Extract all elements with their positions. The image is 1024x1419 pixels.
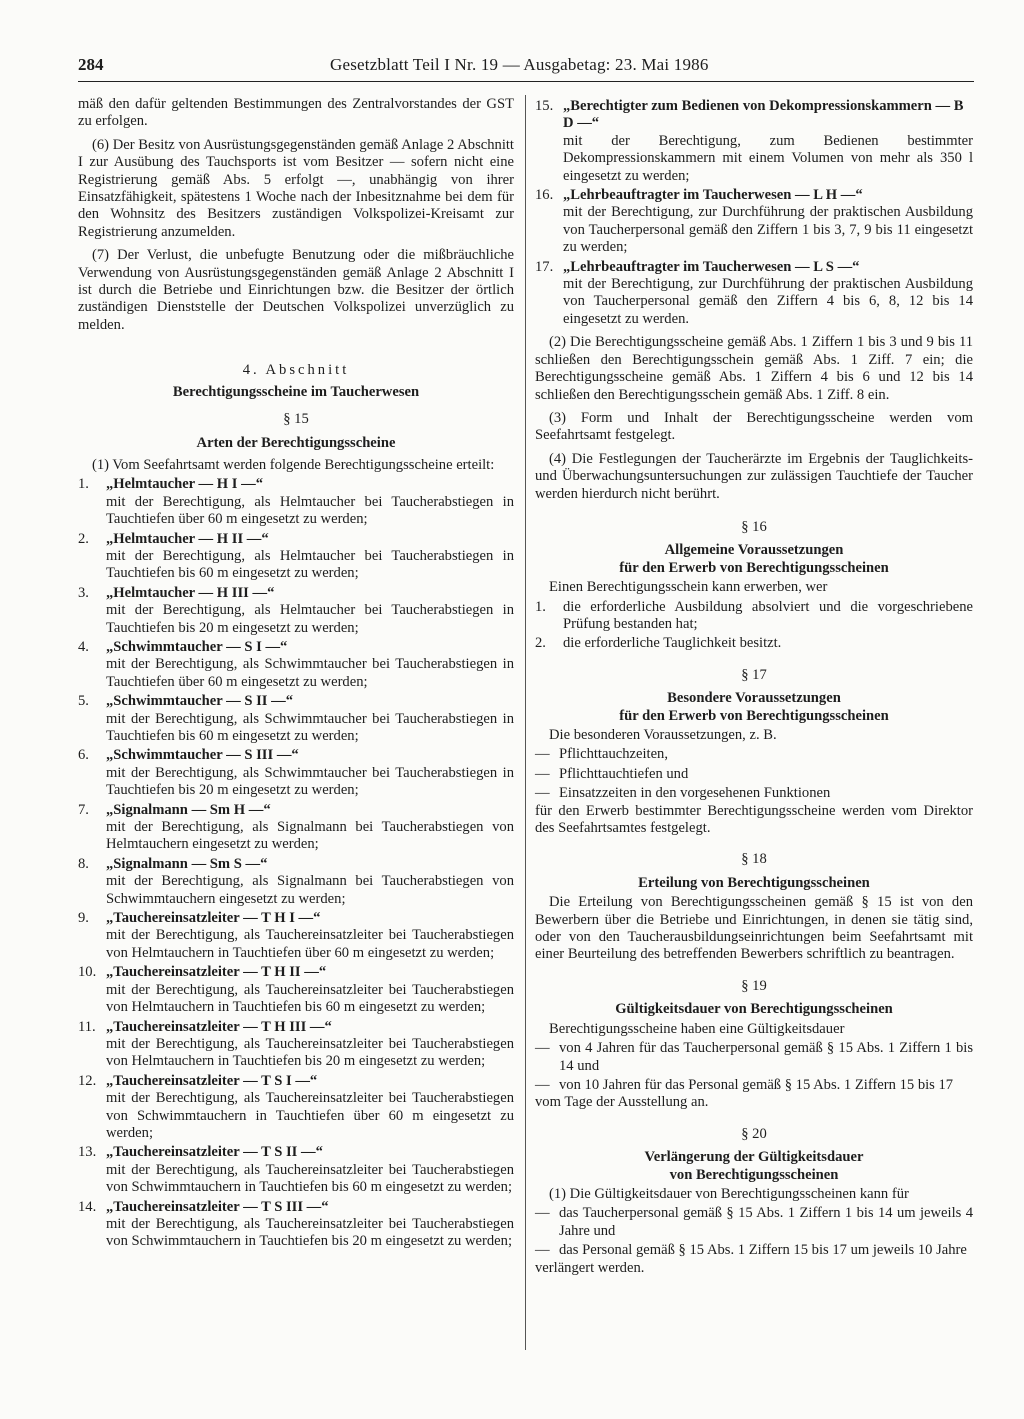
permit-item xyxy=(535,259,973,329)
item-body xyxy=(106,964,514,1016)
item-number: 10. xyxy=(78,964,97,981)
item-title: „Schwimmtaucher — S I —“ xyxy=(106,638,288,655)
permit-item xyxy=(78,747,514,799)
list-text: von 4 Jahren für das Taucherpersonal gemäß § 15 Abs. 1 Ziffern 1 bis 14 und xyxy=(559,1040,973,1074)
item-title: „Schwimmtaucher — S III —“ xyxy=(106,747,299,764)
permit-item xyxy=(78,639,514,691)
item-number: 3. xyxy=(78,584,89,601)
item-body xyxy=(563,98,973,185)
item-body xyxy=(106,1199,514,1251)
paragraph-2: (2) Die Berechtigungsscheine gemäß Abs. 1 Ziffern 1 bis 3 und 9 bis 11 schließen den Berechtigungsschein gemäß Abs. 1 Ziff. 7 ein; die Berechtigungsscheine gemäß Abs. 1 Ziffern 4 bis 6 und 12 bis 14 schließen den Berechtigungsschein gemäß Abs. 1 Ziff. 8 ein. xyxy=(535,334,973,403)
item-text: mit der Berechtigung, als Tauchereinsatzleiter bei Taucherabstiegen von Schwimmtauchern in Tauchtiefen bis 60 m eingesetzt zu werden; xyxy=(106,1161,514,1196)
section-lead: (1) Vom Seefahrtsamt werden folgende Berechtigungsscheine erteilt: xyxy=(92,456,495,473)
section-17-title: Besondere Voraussetzungen xyxy=(667,690,841,707)
item-body xyxy=(106,747,514,799)
item-number: 17. xyxy=(535,258,554,275)
item-text: mit der Berechtigung, als Schwimmtaucher bei Taucherabstiegen in Tauchtiefen bis 20 m eingesetzt zu werden; xyxy=(106,764,514,799)
paragraph-6: (6) Der Besitz von Ausrüstungsgegenständen gemäß Anlage 2 Abschnitt I zur Ausübung des Tauchsports ist vom Besitzer — sofern nicht eine Registrierung gemäß Abs. 5 erfolgt —, unabhängig von ihrer Einsatzfähigkeit, spätestens 1 Woche nach der Inbesitznahme bei dem für den Wohnsitz des Besitzers zuständigen Volkspolizei-Kreisamt zur Registrierung anzumelden. xyxy=(78,136,514,240)
item-number: 9. xyxy=(78,910,89,927)
item-text: mit der Berechtigung, zum Bedienen bestimmter Dekompressionskammern mit einem Volumen von mehr als 350 l eingesetzt zu werden; xyxy=(563,132,973,184)
item-number: 16. xyxy=(535,187,554,204)
item-number: 6. xyxy=(78,747,89,764)
item-title: „Tauchereinsatzleiter — T H II —“ xyxy=(106,964,327,981)
item-text: mit der Berechtigung, als Tauchereinsatzleiter bei Taucherabstiegen von Schwimmtauchern in Tauchtiefen bis 20 m eingesetzt zu werden; xyxy=(106,1215,514,1250)
item-title: „Lehrbeauftragter im Taucherwesen — L H —“ xyxy=(563,187,863,204)
section-17-number: § 17 xyxy=(741,666,767,683)
item-title: „Signalmann — Sm S —“ xyxy=(106,855,268,872)
list-number: 1. xyxy=(535,598,546,615)
page-header xyxy=(78,55,974,82)
section-17-lead: Die besonderen Voraussetzungen, z. B. xyxy=(549,727,777,743)
dash-marker: — xyxy=(535,1040,550,1057)
item-title: „Tauchereinsatzleiter — T S II —“ xyxy=(106,1144,323,1161)
section-16-subtitle: für den Erwerb von Berechtigungsscheinen xyxy=(619,559,889,576)
section-18-text: Die Erteilung von Berechtigungsscheinen gemäß § 15 ist von den Bewerbern über die Betriebe und Einrichtungen, in denen sie tätig sind, oder von den Taucherausbildungseinrichtungen beim Seefahrtsamt mit einer Beurteilung des betreffenden Bewerbers schriftlich zu beantragen. xyxy=(535,894,973,963)
list-item xyxy=(535,635,973,652)
list-item xyxy=(535,1205,973,1240)
item-number: 4. xyxy=(78,638,89,655)
item-number: 8. xyxy=(78,855,89,872)
permit-item xyxy=(78,910,514,962)
section-17-list xyxy=(535,746,973,802)
item-title: „Berechtigter zum Bedienen von Dekompressionskammern — B D —“ xyxy=(563,98,964,132)
section-18-title: Erteilung von Berechtigungsscheinen xyxy=(638,874,870,891)
permit-item xyxy=(78,1144,514,1196)
permit-item xyxy=(78,802,514,854)
item-text: mit der Berechtigung, als Schwimmtaucher bei Taucherabstiegen in Tauchtiefen bis 60 m eingesetzt zu werden; xyxy=(106,710,514,744)
section-title: Arten der Berechtigungsscheine xyxy=(196,434,396,451)
paragraph-7: (7) Der Verlust, die unbefugte Benutzung oder die mißbräuchliche Verwendung von Ausrüstungsgegenständen gemäß Anlage 2 Abschnitt I ist durch die Betriebe und Einrichtungen bzw. die Besitzer der örtlich zuständigen Dienststelle der Deutschen Volkspolizei unverzüglich zu melden. xyxy=(78,247,514,333)
item-text: mit der Berechtigung, als Helmtaucher bei Taucherabstiegen in Tauchtiefen bis 60 m eingesetzt zu werden; xyxy=(106,547,514,582)
item-body xyxy=(106,910,514,962)
section-17-subtitle: für den Erwerb von Berechtigungsscheinen xyxy=(619,707,889,724)
item-body xyxy=(106,476,514,528)
permit-item xyxy=(78,1073,514,1143)
left-column xyxy=(78,96,514,1251)
section-20-title: Verlängerung der Gültigkeitsdauer xyxy=(644,1149,864,1166)
dash-marker: — xyxy=(535,1076,550,1093)
permit-list-continued xyxy=(535,98,973,328)
dash-marker: — xyxy=(535,1242,550,1259)
chapter-label: 4. Abschnitt xyxy=(242,362,350,379)
item-text: mit der Berechtigung, als Signalmann bei Taucherabstiegen von Helmtauchern eingesetzt zu werden; xyxy=(106,819,514,853)
item-title: „Helmtaucher — H I —“ xyxy=(106,476,264,493)
item-body xyxy=(106,856,514,908)
list-text: die erforderliche Ausbildung absolviert und die vorgeschriebene Prüfung bestanden hat; xyxy=(563,598,973,632)
item-number: 5. xyxy=(78,693,89,710)
list-text: Pflichttauchtiefen und xyxy=(559,765,689,782)
section-20-subtitle: von Berechtigungsscheinen xyxy=(669,1166,839,1183)
section-number: § 15 xyxy=(283,411,309,428)
item-number: 11. xyxy=(78,1018,96,1035)
section-20-lead: (1) Die Gültigkeitsdauer von Berechtigungsscheinen kann für xyxy=(549,1185,909,1202)
item-title: „Tauchereinsatzleiter — T H III —“ xyxy=(106,1018,332,1035)
permit-item xyxy=(78,531,514,583)
dash-marker: — xyxy=(535,765,550,782)
item-text: mit der Berechtigung, zur Durchführung der praktischen Ausbildung von Taucherpersonal gemäß den Ziffern 1 bis 3, 7, 9 bis 11 eingesetzt zu werden; xyxy=(563,204,973,256)
item-body xyxy=(106,1019,514,1071)
item-text: mit der Berechtigung, zur Durchführung der praktischen Ausbildung von Taucherpersonal gemäß den Ziffern 4 bis 6, 8, 12 bis 14 eingesetzt zu werden. xyxy=(563,276,973,327)
item-text: mit der Berechtigung, als Tauchereinsatzleiter bei Taucherabstiegen von Helmtauchern in Tauchtiefen über 60 m eingesetzt zu werden; xyxy=(106,927,514,961)
item-title: „Tauchereinsatzleiter — T S I —“ xyxy=(106,1072,318,1089)
section-18-number: § 18 xyxy=(741,851,767,868)
item-title: „Helmtaucher — H II —“ xyxy=(106,530,269,547)
item-body xyxy=(106,1144,514,1196)
item-number: 14. xyxy=(78,1198,97,1215)
item-title: „Schwimmtaucher — S II —“ xyxy=(106,693,294,710)
item-body xyxy=(106,1073,514,1143)
section-16-lead: Einen Berechtigungsschein kann erwerben, wer xyxy=(549,579,828,596)
running-title: Gesetzblatt Teil I Nr. 19 — Ausgabetag: 23. Mai 1986 xyxy=(330,55,709,74)
intro-paragraph: mäß den dafür geltenden Bestimmungen des Zentralvorstandes der GST zu erfolgen. xyxy=(78,96,514,130)
column-divider xyxy=(525,95,526,1350)
dash-marker: — xyxy=(535,785,550,802)
dash-marker: — xyxy=(535,746,550,763)
item-body xyxy=(106,693,514,745)
list-number: 2. xyxy=(535,635,546,652)
item-number: 1. xyxy=(78,476,89,493)
right-column xyxy=(535,96,973,1277)
section-19-tail: vom Tage der Ausstellung an. xyxy=(535,1094,709,1111)
list-text: von 10 Jahren für das Personal gemäß § 15 Abs. 1 Ziffern 15 bis 17 xyxy=(559,1076,954,1093)
section-20-list xyxy=(535,1205,973,1259)
permit-item xyxy=(78,964,514,1016)
permit-item xyxy=(78,693,514,745)
section-19-list xyxy=(535,1040,973,1094)
item-body xyxy=(106,802,514,854)
list-item xyxy=(535,599,973,634)
item-number: 2. xyxy=(78,530,89,547)
item-text: mit der Berechtigung, als Helmtaucher bei Taucherabstiegen in Tauchtiefen bis 20 m eingesetzt zu werden; xyxy=(106,602,514,636)
list-item xyxy=(535,1040,973,1075)
item-number: 7. xyxy=(78,801,89,818)
item-body xyxy=(106,585,514,637)
permit-item xyxy=(78,856,514,908)
permit-item xyxy=(78,1019,514,1071)
permit-item xyxy=(78,585,514,637)
item-text: mit der Berechtigung, als Schwimmtaucher bei Taucherabstiegen in Tauchtiefen über 60 m eingesetzt zu werden; xyxy=(106,656,514,690)
section-20-tail: verlängert werden. xyxy=(535,1259,645,1276)
permit-item xyxy=(78,476,514,528)
permit-item xyxy=(535,98,973,185)
page-number: 284 xyxy=(78,55,104,74)
section-16-number: § 16 xyxy=(741,518,767,535)
item-body xyxy=(106,639,514,691)
section-19-lead: Berechtigungsscheine haben eine Gültigkeitsdauer xyxy=(549,1020,845,1037)
list-text: das Personal gemäß § 15 Abs. 1 Ziffern 15 bis 17 um jeweils 10 Jahre xyxy=(559,1242,967,1259)
list-text: das Taucherpersonal gemäß § 15 Abs. 1 Ziffern 1 bis 14 um jeweils 4 Jahre und xyxy=(559,1205,973,1239)
section-19-title: Gültigkeitsdauer von Berechtigungsscheinen xyxy=(615,1001,893,1018)
permit-item xyxy=(535,187,973,257)
item-title: „Lehrbeauftragter im Taucherwesen — L S —“ xyxy=(563,258,860,275)
item-text: mit der Berechtigung, als Helmtaucher bei Taucherabstiegen in Tauchtiefen über 60 m eingesetzt zu werden; xyxy=(106,493,514,528)
item-number: 15. xyxy=(535,98,554,114)
item-body xyxy=(563,259,973,329)
section-20-number: § 20 xyxy=(741,1125,767,1142)
permit-item xyxy=(78,1199,514,1251)
section-16-list xyxy=(535,599,973,653)
item-title: „Tauchereinsatzleiter — T S III —“ xyxy=(106,1198,329,1215)
section-17-tail: für den Erwerb bestimmter Berechtigungsscheine werden vom Direktor des Seefahrtsamtes festgelegt. xyxy=(535,802,973,837)
list-item xyxy=(535,785,973,802)
list-item xyxy=(535,766,973,783)
list-item xyxy=(535,1077,973,1094)
list-item xyxy=(535,746,973,763)
item-body xyxy=(563,187,973,257)
section-16-title: Allgemeine Voraussetzungen xyxy=(664,542,844,559)
item-text: mit der Berechtigung, als Tauchereinsatzleiter bei Taucherabstiegen von Schwimmtauchern in Tauchtiefen über 60 m eingesetzt zu werden; xyxy=(106,1090,514,1141)
item-body xyxy=(106,531,514,583)
item-title: „Signalmann — Sm H —“ xyxy=(106,801,271,818)
item-text: mit der Berechtigung, als Tauchereinsatzleiter bei Taucherabstiegen von Helmtauchern in Tauchtiefen bis 60 m eingesetzt zu werden; xyxy=(106,981,514,1016)
list-text: Einsatzzeiten in den vorgesehenen Funktionen xyxy=(559,785,831,802)
paragraph-4: (4) Die Festlegungen der Taucherärzte im Ergebnis der Tauglichkeits- und Überwachungsuntersuchungen zur zulässigen Tauchtiefe der Taucher werden hierdurch nicht berührt. xyxy=(535,450,973,502)
permit-list xyxy=(78,476,514,1250)
dash-marker: — xyxy=(535,1205,550,1222)
item-title: „Helmtaucher — H III —“ xyxy=(106,584,275,601)
item-text: mit der Berechtigung, als Tauchereinsatzleiter bei Taucherabstiegen von Helmtauchern in Tauchtiefen bis 20 m eingesetzt zu werden; xyxy=(106,1035,514,1070)
list-text: Pflichttauchzeiten, xyxy=(559,746,669,763)
paragraph-3: (3) Form und Inhalt der Berechtigungsscheine werden vom Seefahrtsamt festgelegt. xyxy=(535,409,973,444)
chapter-title: Berechtigungsscheine im Taucherwesen xyxy=(172,383,420,400)
item-title: „Tauchereinsatzleiter — T H I —“ xyxy=(106,910,321,927)
item-number: 12. xyxy=(78,1072,97,1089)
section-19-number: § 19 xyxy=(741,977,767,994)
item-text: mit der Berechtigung, als Signalmann bei Taucherabstiegen von Schwimmtauchern eingesetzt zu werden; xyxy=(106,873,514,907)
list-text: die erforderliche Tauglichkeit besitzt. xyxy=(563,635,782,652)
list-item xyxy=(535,1242,973,1259)
item-number: 13. xyxy=(78,1144,97,1161)
